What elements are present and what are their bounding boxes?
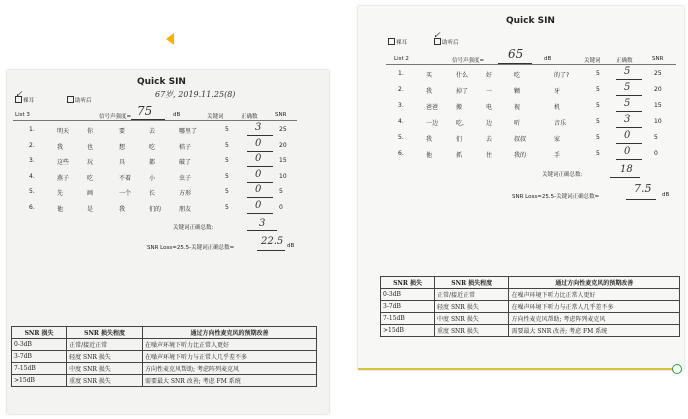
- table-header-cell: 通过方向性麦克风的预期改善: [143, 327, 317, 339]
- right-checkbox2-label: 助听后: [442, 40, 459, 46]
- keyword-count: 5: [225, 126, 229, 133]
- table-cell: 中度 SNR 损失: [67, 363, 143, 375]
- right-level-label: 信号声强度=: [452, 58, 485, 64]
- snr-value: 5: [279, 188, 283, 195]
- left-checkbox2-label: 助听后: [75, 98, 92, 104]
- row-number: 2.: [29, 141, 35, 149]
- snr-value: 5: [654, 134, 658, 141]
- correct-count: 0: [255, 168, 262, 180]
- right-title: Quick SIN: [506, 16, 555, 26]
- table-row: [381, 301, 680, 313]
- row-number: 3.: [29, 157, 35, 164]
- sentence-word: 搬: [456, 104, 463, 111]
- left-list-label: List 3: [15, 112, 30, 118]
- table-cell: 需要最大 SNR 改善; 考虑 FM 系统: [143, 375, 317, 387]
- sentence-word: 这些: [57, 159, 70, 166]
- sentence-word: 叔叔: [514, 136, 527, 143]
- snr-value: 20: [279, 141, 287, 149]
- sentence-word: 你: [87, 128, 94, 135]
- table-cell: 在噪声环境下听力比正常人更好: [143, 339, 317, 351]
- table-cell: 在噪声环境下听力比正常人更好: [509, 289, 680, 301]
- left-col-correct: 正确数: [241, 114, 258, 120]
- left-total-value: 3: [259, 218, 266, 229]
- left-check-mark-icon: ✓: [15, 90, 23, 100]
- right-checkbox1-label: 裸耳: [396, 40, 408, 46]
- left-loss-label: SNR Loss=25.5-关键词正确总数=: [147, 245, 235, 251]
- table-cell: 7-15dB: [12, 363, 67, 375]
- right-test-sheet: [358, 6, 684, 370]
- sentence-word: 好: [486, 72, 493, 79]
- right-col-snr: SNR: [652, 56, 664, 62]
- sentence-word: 想: [119, 143, 126, 151]
- sentence-word: 小: [149, 174, 156, 182]
- score-underline: [616, 79, 642, 80]
- row-number: 1.: [29, 126, 35, 133]
- sentence-word: 虫子: [179, 174, 192, 182]
- right-header-divider: [386, 64, 676, 65]
- left-checkbox1-label: 裸耳: [23, 98, 35, 104]
- table-row: [381, 325, 680, 337]
- sentence-word: 们的: [149, 205, 162, 213]
- table-header-cell: SNR 损失: [12, 327, 67, 339]
- sentence-word: 都: [149, 159, 156, 166]
- score-underline: [247, 166, 273, 167]
- keyword-count: 5: [225, 141, 229, 149]
- sentence-word: 去: [486, 136, 493, 143]
- score-underline: [247, 182, 273, 183]
- table-header-cell: SNR 损失程度: [67, 327, 143, 339]
- sentence-word: 燕子: [57, 174, 70, 182]
- sentence-word: 他: [57, 205, 64, 213]
- table-cell: 在噪声环境下听力与正常人几乎差不多: [143, 351, 317, 363]
- correct-count: 0: [255, 153, 262, 164]
- score-underline: [616, 143, 642, 144]
- snr-value: 25: [279, 126, 287, 133]
- table-cell: 需要最大 SNR 改善; 考虑 FM 系统: [509, 325, 680, 337]
- sentence-word: 吃: [149, 143, 156, 151]
- sentence-word: 我: [426, 136, 433, 143]
- table-header-cell: SNR 损失: [381, 277, 435, 289]
- left-level-value: 75: [137, 104, 153, 118]
- right-level-unit: dB: [544, 56, 552, 62]
- score-underline: [247, 213, 273, 214]
- sentence-word: 明天: [57, 128, 70, 135]
- sentence-word: 吃,: [456, 120, 464, 127]
- snr-value: 10: [279, 172, 287, 180]
- sentence-word: 是: [87, 205, 94, 213]
- sentence-word: 爸爸: [426, 104, 439, 111]
- table-cell: 正常/接近正常: [67, 339, 143, 351]
- snr-value: 0: [654, 150, 658, 157]
- left-total-label: 关键词正确总数:: [173, 225, 214, 231]
- table-cell: >15dB: [12, 375, 67, 387]
- snr-value: 10: [654, 118, 662, 125]
- left-col-keywords: 关键词: [207, 114, 224, 120]
- progress-bar: [358, 368, 674, 370]
- sentence-word: 边: [486, 120, 493, 127]
- keyword-count: 5: [596, 150, 600, 157]
- sentence-word: 掉了: [456, 88, 469, 95]
- sentence-word: 住: [486, 152, 493, 159]
- left-handwritten-header: 67岁, 2019.11.25(8): [155, 90, 236, 99]
- sentence-word: 音乐: [554, 120, 567, 127]
- left-title: Quick SIN: [137, 77, 186, 87]
- sentence-word: 破了: [179, 159, 192, 166]
- keyword-count: 5: [225, 157, 229, 164]
- correct-count: 0: [255, 199, 262, 211]
- row-number: 1.: [398, 70, 404, 77]
- correct-count: 0: [624, 130, 631, 141]
- sentence-word: 什么: [456, 72, 469, 79]
- left-level-label: 信号声强度=: [99, 114, 132, 120]
- table-row: [381, 289, 680, 301]
- sentence-word: 去: [149, 128, 156, 135]
- left-loss-value: 22.5: [261, 236, 284, 247]
- table-row: [12, 339, 317, 351]
- sentence-word: 买: [426, 72, 433, 79]
- table-row: [12, 375, 317, 387]
- chevron-left-icon[interactable]: [166, 33, 174, 45]
- score-underline: [616, 159, 642, 160]
- correct-count: 0: [255, 137, 262, 149]
- sentence-word: 我: [57, 143, 64, 151]
- right-loss-underline: [626, 199, 656, 200]
- right-col-correct: 正确数: [616, 58, 633, 64]
- sentence-word: 我的: [514, 152, 527, 159]
- sentence-word: 我: [119, 205, 126, 213]
- row-number: 6.: [398, 150, 404, 157]
- right-check-mark-icon: ✓: [433, 31, 441, 41]
- correct-count: 0: [255, 184, 262, 195]
- keyword-count: 5: [596, 86, 600, 93]
- table-cell: 方向性麦克风帮助; 考虑阵列麦克风: [143, 363, 317, 375]
- left-level-unit: dB: [173, 112, 181, 118]
- snr-value: 20: [654, 86, 662, 93]
- table-cell: 3-7dB: [381, 301, 435, 313]
- correct-count: 5: [624, 82, 631, 93]
- table-cell: 轻度 SNR 损失: [67, 351, 143, 363]
- table-cell: 7-15dB: [381, 313, 435, 325]
- snr-value: 0: [279, 203, 283, 211]
- circle-icon[interactable]: [672, 364, 682, 374]
- correct-count: 0: [624, 146, 631, 157]
- score-underline: [616, 127, 642, 128]
- table-cell: >15dB: [381, 325, 435, 337]
- sentence-word: 吃: [87, 174, 94, 182]
- table-cell: 重度 SNR 损失: [67, 375, 143, 387]
- sentence-word: 玩: [87, 159, 94, 166]
- left-test-sheet: [7, 70, 329, 414]
- sentence-word: 一个: [119, 190, 132, 197]
- sentence-word: 视: [514, 104, 521, 111]
- sentence-word: 一边: [426, 120, 439, 127]
- left-snr-table: [11, 326, 317, 387]
- right-total-value: 18: [620, 164, 633, 175]
- table-row: [12, 363, 317, 375]
- score-underline: [247, 197, 273, 198]
- table-header-cell: 通过方向性麦克风的预期改善: [509, 277, 680, 289]
- right-total-underline: [610, 177, 640, 178]
- table-cell: 0-3dB: [381, 289, 435, 301]
- left-checkbox-aided[interactable]: [67, 96, 74, 103]
- right-total-label: 关键词正确总数:: [542, 172, 583, 178]
- table-header-row: [381, 277, 680, 289]
- left-loss-underline: [257, 250, 285, 251]
- sentence-word: 方形: [179, 190, 192, 197]
- snr-value: 15: [654, 102, 662, 109]
- row-number: 5.: [398, 134, 404, 141]
- sentence-word: 抓: [456, 152, 463, 159]
- table-row: [12, 351, 317, 363]
- table-header-cell: SNR 损失程度: [435, 277, 509, 289]
- row-number: 5.: [29, 188, 35, 195]
- sentence-word: 的了?: [554, 72, 570, 79]
- table-row: [381, 313, 680, 325]
- snr-value: 25: [654, 70, 662, 77]
- sentence-word: 画: [87, 190, 94, 197]
- keyword-count: 5: [225, 188, 229, 195]
- left-col-snr: SNR: [275, 112, 287, 118]
- right-loss-value: 7.5: [634, 182, 652, 195]
- sentence-word: 先: [57, 190, 64, 197]
- left-header-divider: [13, 120, 297, 121]
- correct-count: 3: [624, 114, 631, 125]
- sentence-word: 朋友: [179, 205, 192, 213]
- table-cell: 在噪声环境下听力与正常人几乎差不多: [509, 301, 680, 313]
- sentence-word: 他: [426, 152, 433, 159]
- keyword-count: 5: [225, 172, 229, 180]
- left-total-underline: [247, 230, 277, 231]
- right-col-keywords: 关键词: [584, 58, 601, 64]
- sentence-word: 颗: [514, 88, 521, 95]
- sentence-word: 不着: [119, 174, 132, 182]
- row-number: 6.: [29, 203, 35, 211]
- table-cell: 3-7dB: [12, 351, 67, 363]
- snr-value: 15: [279, 157, 287, 164]
- sentence-word: 们: [456, 136, 463, 143]
- sentence-word: 要: [119, 128, 126, 135]
- score-underline: [247, 151, 273, 152]
- sentence-word: 一: [486, 88, 493, 95]
- keyword-count: 5: [596, 134, 600, 141]
- right-level-value: 65: [508, 47, 524, 61]
- correct-count: 5: [624, 98, 631, 109]
- table-cell: 轻度 SNR 损失: [435, 301, 509, 313]
- sentence-word: 手: [554, 152, 561, 159]
- right-loss-unit: dB: [662, 192, 670, 198]
- sentence-word: 哪里了: [179, 128, 198, 135]
- correct-count: 5: [624, 66, 631, 77]
- row-number: 4.: [29, 172, 35, 180]
- keyword-count: 5: [596, 70, 600, 77]
- sentence-word: 电: [486, 104, 493, 111]
- table-header-row: [12, 327, 317, 339]
- score-underline: [616, 95, 642, 96]
- keyword-count: 5: [225, 203, 229, 211]
- row-number: 4.: [398, 118, 404, 125]
- sentence-word: 机: [554, 104, 561, 111]
- keyword-count: 5: [596, 102, 600, 109]
- right-checkbox-bare-ear[interactable]: [388, 38, 395, 45]
- right-list-label: List 2: [394, 56, 409, 62]
- sentence-word: 我: [426, 88, 433, 95]
- sentence-word: 家: [554, 136, 561, 143]
- keyword-count: 5: [596, 118, 600, 125]
- left-loss-unit: dB: [287, 243, 295, 249]
- score-underline: [247, 135, 273, 136]
- score-underline: [616, 111, 642, 112]
- table-cell: 0-3dB: [12, 339, 67, 351]
- right-loss-label: SNR Loss=25.5-关键词正确总数=: [512, 194, 600, 200]
- sentence-word: 听: [514, 120, 521, 127]
- table-cell: 方向性麦克风帮助; 考虑阵列麦克风: [509, 313, 680, 325]
- sentence-word: 长: [149, 190, 156, 197]
- table-cell: 正常/接近正常: [435, 289, 509, 301]
- table-cell: 中度 SNR 损失: [435, 313, 509, 325]
- right-snr-table: [380, 276, 680, 337]
- sentence-word: 也: [87, 143, 94, 151]
- sentence-word: 牙: [554, 88, 561, 95]
- sentence-word: 吃: [514, 72, 521, 79]
- sentence-word: 桔子: [179, 143, 192, 151]
- correct-count: 3: [255, 122, 262, 133]
- row-number: 2.: [398, 86, 404, 93]
- row-number: 3.: [398, 102, 404, 109]
- table-cell: 重度 SNR 损失: [435, 325, 509, 337]
- sentence-word: 具: [119, 159, 126, 166]
